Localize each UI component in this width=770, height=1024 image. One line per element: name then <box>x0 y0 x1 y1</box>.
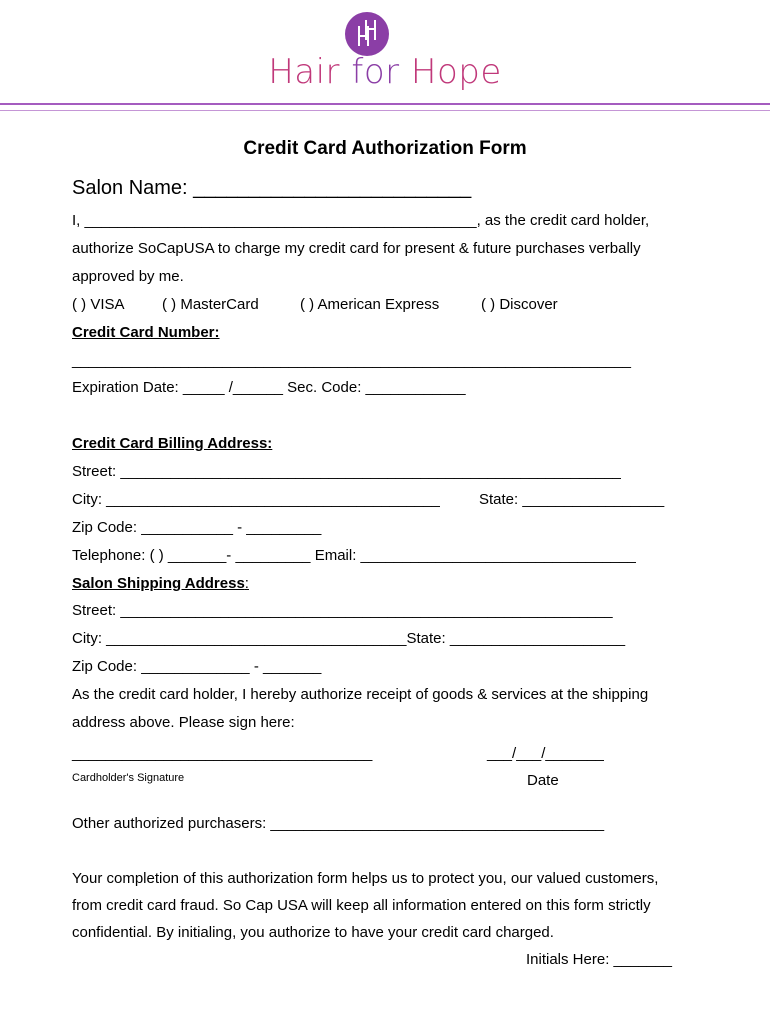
hair-for-hope-logo <box>0 0 770 110</box>
date-field[interactable]: ___/___/_______ <box>487 745 604 762</box>
header-divider-thin <box>0 110 770 111</box>
shipping-street-field[interactable]: Street: ___________________________________________________________ <box>72 602 613 619</box>
billing-zip-field[interactable]: Zip Code: ___________ - _________ <box>72 519 322 536</box>
card-number-heading: Credit Card Number: <box>72 324 220 341</box>
signature-caption: Cardholder's Signature <box>72 772 185 784</box>
header-divider <box>0 103 770 105</box>
salon-name-field[interactable]: Salon Name: _________________________ <box>72 177 472 199</box>
other-purchasers-field[interactable]: Other authorized purchasers: ________________________________________ <box>72 815 605 832</box>
sign-text-2: address above. Please sign here: <box>72 714 295 731</box>
sign-text-1: As the credit card holder, I hereby authorize receipt of goods & services at the shipping <box>72 686 649 703</box>
logo-word-hope: Hope <box>410 52 502 92</box>
visa-option[interactable]: ( ) VISA <box>72 296 125 313</box>
card-number-field[interactable]: ___________________________________________________________________ <box>72 352 631 369</box>
discover-option[interactable]: ( ) Discover <box>481 296 558 313</box>
monogram-circle-icon <box>345 12 389 56</box>
billing-state-field[interactable]: State: _________________ <box>479 491 665 508</box>
logo-wordmark <box>0 52 770 92</box>
billing-address-heading: Credit Card Billing Address: <box>72 435 273 452</box>
shipping-heading-colon: : <box>244 575 249 592</box>
signature-field[interactable]: ____________________________________ <box>72 745 373 762</box>
billing-street-field[interactable]: Street: ____________________________________________________________ <box>72 463 621 480</box>
initials-field[interactable]: Initials Here: _______ <box>526 951 672 968</box>
logo-word-for: for <box>351 52 400 92</box>
closing-text-3: confidential. By initialing, you authorize to have your credit card charged. <box>72 924 554 941</box>
shipping-city-state-field[interactable]: City: ____________________________________State: _____________________ <box>72 630 626 647</box>
authorize-text-2: approved by me. <box>72 268 184 285</box>
mastercard-option[interactable]: ( ) MasterCard <box>162 296 259 313</box>
billing-city-field[interactable]: City: ________________________________________ <box>72 491 440 508</box>
telephone-email-field[interactable]: Telephone: ( ) _______- _________ Email: _________________________________ <box>72 547 636 564</box>
amex-option[interactable]: ( ) American Express <box>300 296 440 313</box>
logo-word-hair: Hair <box>268 52 341 92</box>
shipping-zip-field[interactable]: Zip Code: _____________ - _______ <box>72 658 322 675</box>
form-title: Credit Card Authorization Form <box>243 138 527 159</box>
authorize-text-1: authorize SoCapUSA to charge my credit card for present & future purchases verbally <box>72 240 641 257</box>
shipping-address-heading-row <box>72 575 249 593</box>
closing-text-1: Your completion of this authorization form helps us to protect you, our valued customers, <box>72 870 659 887</box>
date-caption: Date <box>527 772 559 789</box>
card-holder-name-field[interactable]: I, _______________________________________________, as the credit card holder, <box>72 212 650 229</box>
closing-text-2: from credit card fraud. So Cap USA will keep all information entered on this form strictly <box>72 897 651 914</box>
expiration-seccode-field[interactable]: Expiration Date: _____ /______ Sec. Code: ____________ <box>72 379 466 396</box>
shipping-address-heading: Salon Shipping Address <box>72 575 245 592</box>
